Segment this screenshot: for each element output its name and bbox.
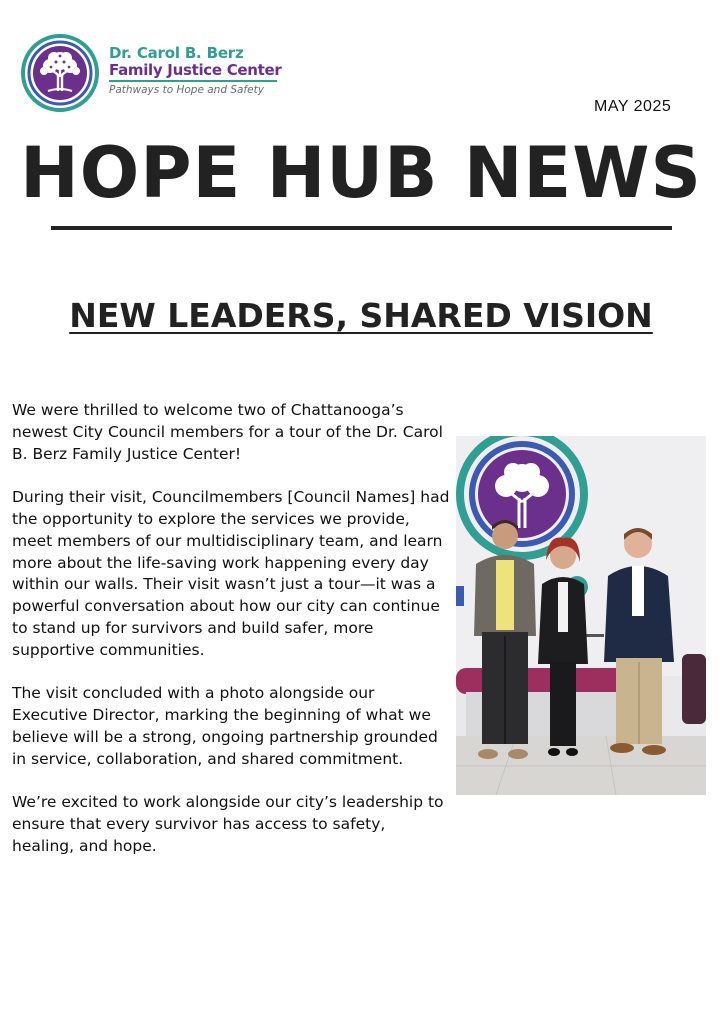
logo-line-name: Dr. Carol B. Berz xyxy=(109,44,244,62)
article-headline: NEW LEADERS, SHARED VISION xyxy=(69,296,653,335)
logo-wordmark xyxy=(109,45,282,96)
logo-line-center: Family Justice Center xyxy=(109,61,282,79)
article-paragraph: The visit concluded with a photo alongside our Executive Director, marking the beginning of what we believe will be a strong, ongoing partnership grounded in service, collaboration, and shared commitment. xyxy=(12,684,438,768)
article-paragraph: During their visit, Councilmembers [Council Names] had the opportunity to explore the services we provide, meet members of our multidisciplinary team, and learn more about the life-saving work happening every day within our walls. Their visit wasn’t just a tour—it was a powerful conversation about how our city can continue to stand up for survivors and build safer, more supportive communities. xyxy=(12,488,450,659)
article-paragraph: We were thrilled to welcome two of Chattanooga’s newest City Council members for a tour of the Dr. Carol B. Berz Family Justice Center! xyxy=(12,401,443,463)
group-photo xyxy=(456,436,706,795)
article-body xyxy=(12,400,452,880)
logo-tagline: Pathways to Hope and Safety xyxy=(109,84,264,96)
newsletter-title: HOPE HUB NEWS xyxy=(20,132,702,214)
article-paragraph: We’re excited to work alongside our city’s leadership to ensure that every survivor has access to safety, healing, and hope. xyxy=(12,793,444,855)
masthead-divider xyxy=(51,226,672,230)
issue-date: MAY 2025 xyxy=(594,98,672,115)
tree-logo-icon xyxy=(20,33,100,113)
logo-divider xyxy=(109,80,277,82)
organization-logo xyxy=(20,33,300,113)
